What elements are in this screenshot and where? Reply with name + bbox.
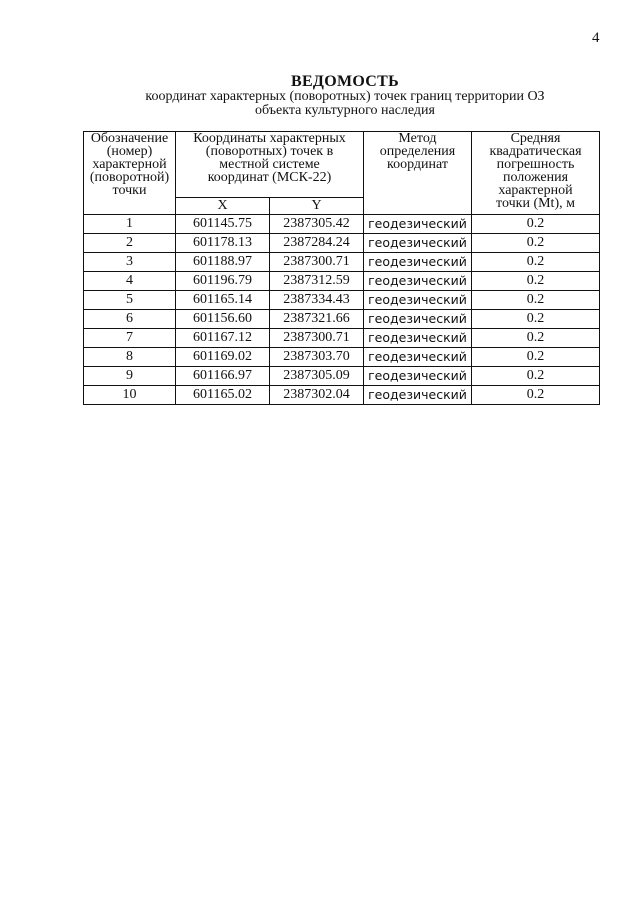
cell-point-number: 8 <box>84 348 176 367</box>
header-coordinates-line: местной системе <box>219 157 320 172</box>
header-error-line: погрешность <box>496 157 575 172</box>
cell-y: 2387300.71 <box>270 329 364 348</box>
header-coordinates-line: координат (МСК-22) <box>207 170 332 185</box>
table-row <box>84 291 600 310</box>
cell-method: геодезический <box>364 215 472 234</box>
cell-point-number: 5 <box>84 291 176 310</box>
cell-method: геодезический <box>364 310 472 329</box>
cell-point-number: 3 <box>84 253 176 272</box>
table-row <box>84 329 600 348</box>
cell-x: 601166.97 <box>176 367 270 386</box>
cell-method: геодезический <box>364 386 472 405</box>
document-subtitle-line-1: координат характерных (поворотных) точек границ территории ОЗ <box>145 89 545 104</box>
cell-x: 601156.60 <box>176 310 270 329</box>
cell-point-number: 2 <box>84 234 176 253</box>
cell-y: 2387312.59 <box>270 272 364 291</box>
cell-mt: 0.2 <box>472 386 600 405</box>
document-subtitle-line-2: объекта культурного наследия <box>255 103 435 118</box>
table-row <box>84 386 600 405</box>
header-error-line: точки (Mt), м <box>496 196 575 211</box>
table-row <box>84 234 600 253</box>
document-heading <box>0 74 640 118</box>
cell-mt: 0.2 <box>472 234 600 253</box>
cell-mt: 0.2 <box>472 272 600 291</box>
cell-mt: 0.2 <box>472 291 600 310</box>
cell-mt: 0.2 <box>472 215 600 234</box>
cell-mt: 0.2 <box>472 329 600 348</box>
header-y: Y <box>270 198 364 215</box>
header-method <box>364 132 472 215</box>
cell-mt: 0.2 <box>472 310 600 329</box>
cell-x: 601188.97 <box>176 253 270 272</box>
cell-y: 2387303.70 <box>270 348 364 367</box>
cell-method: геодезический <box>364 348 472 367</box>
cell-point-number: 1 <box>84 215 176 234</box>
header-x: X <box>176 198 270 215</box>
cell-x: 601165.02 <box>176 386 270 405</box>
coordinates-table <box>83 131 600 405</box>
table-row <box>84 348 600 367</box>
cell-x: 601178.13 <box>176 234 270 253</box>
header-point <box>84 132 176 215</box>
header-coordinates-line: (поворотных) точек в <box>205 144 334 159</box>
cell-y: 2387284.24 <box>270 234 364 253</box>
cell-method: геодезический <box>364 272 472 291</box>
header-method-line: Метод <box>398 131 437 146</box>
cell-x: 601167.12 <box>176 329 270 348</box>
cell-method: геодезический <box>364 253 472 272</box>
cell-y: 2387302.04 <box>270 386 364 405</box>
cell-method: геодезический <box>364 291 472 310</box>
cell-x: 601169.02 <box>176 348 270 367</box>
header-coordinates-line: Координаты характерных <box>193 131 346 146</box>
table-row <box>84 253 600 272</box>
header-error-line: характерной <box>498 183 573 198</box>
cell-mt: 0.2 <box>472 348 600 367</box>
table-row <box>84 367 600 386</box>
header-point-line: (номер) <box>106 144 153 159</box>
cell-point-number: 6 <box>84 310 176 329</box>
header-coordinates <box>176 132 364 198</box>
page-number: 4 <box>592 30 600 46</box>
cell-y: 2387305.09 <box>270 367 364 386</box>
cell-x: 601165.14 <box>176 291 270 310</box>
cell-method: геодезический <box>364 367 472 386</box>
cell-point-number: 10 <box>84 386 176 405</box>
header-point-line: (поворотной) <box>89 170 170 185</box>
header-error-line: квадратическая <box>489 144 582 159</box>
document-title: ВЕДОМОСТЬ <box>290 73 400 90</box>
cell-x: 601196.79 <box>176 272 270 291</box>
table-row <box>84 310 600 329</box>
header-method-line: координат <box>387 157 448 172</box>
cell-y: 2387321.66 <box>270 310 364 329</box>
table-row <box>84 272 600 291</box>
cell-mt: 0.2 <box>472 253 600 272</box>
cell-x: 601145.75 <box>176 215 270 234</box>
cell-y: 2387305.42 <box>270 215 364 234</box>
cell-y: 2387300.71 <box>270 253 364 272</box>
table-row <box>84 215 600 234</box>
cell-point-number: 4 <box>84 272 176 291</box>
header-error-line: положения <box>502 170 569 185</box>
cell-point-number: 7 <box>84 329 176 348</box>
cell-point-number: 9 <box>84 367 176 386</box>
header-point-line: Обозначение <box>90 131 169 146</box>
cell-method: геодезический <box>364 234 472 253</box>
header-point-line: характерной <box>92 157 167 172</box>
header-error <box>472 132 600 215</box>
header-method-line: определения <box>379 144 456 159</box>
header-point-line: точки <box>112 183 147 198</box>
cell-method: геодезический <box>364 329 472 348</box>
cell-mt: 0.2 <box>472 367 600 386</box>
cell-y: 2387334.43 <box>270 291 364 310</box>
header-error-line: Средняя <box>510 131 561 146</box>
